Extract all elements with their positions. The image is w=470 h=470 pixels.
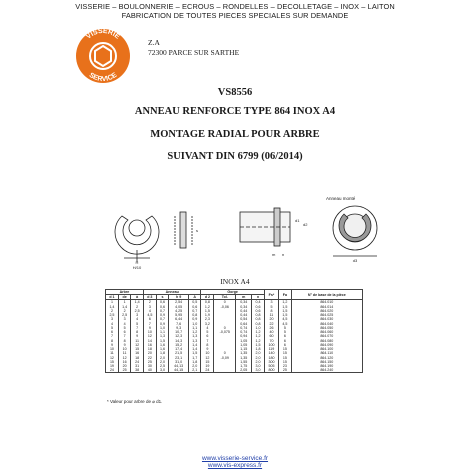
- th-fa: Fa: [279, 290, 292, 300]
- logo-text-bottom: SERVICE: [87, 71, 119, 84]
- label-d3: d3: [352, 258, 358, 263]
- footer-link-1[interactable]: www.visserie-service.fr: [201, 455, 269, 462]
- header-line-1: VISSERIE – BOULONNERIE – ECROUS – RONDELLES – DECOLLETAGE – INOX – LAITON: [75, 2, 395, 11]
- label-h10: H/10: [132, 265, 142, 270]
- th-a-col: A: [188, 295, 201, 300]
- th-tol: Tol.: [214, 295, 236, 300]
- address-line-1: Z.A: [148, 38, 160, 47]
- col-d3: 2 3 4 4,5 6 7 9 10 12 14 16 18 20 22 25 30 40: [143, 300, 156, 373]
- th-d2: d 2: [201, 295, 214, 300]
- col-fa: 1,2 1,5 1,5 1,5 4,5 4,5 5 5 6 6 6 15 15 15 15 23 25: [279, 300, 292, 373]
- label-d2: d2: [303, 222, 308, 227]
- col-s: 0,6 0,6 0,7 0,9 0,7 0,9 1,0 1,1 1,3 1,5 1,6 1,6 1,8 2,0 2,0 2,5 3,0: [156, 300, 169, 373]
- col-d2: 0,8 1,2 1,5 1,9 2,3 3,2 4 5 6 7 8 9 10 12 15 19 24: [201, 300, 214, 373]
- th-gorge: Gorge: [201, 290, 264, 295]
- col-m: 0,34 0,34 0,44 0,44 0,54 0,64 0,74 0,74 0,94 1,05 1,05 1,15 1,35 1,35 1,55 1,75 2,05: [236, 300, 252, 373]
- th-arbre: Arbre: [106, 290, 144, 295]
- company-logo: [73, 26, 133, 86]
- label-n: n: [282, 252, 285, 257]
- th-anneau: Anneau: [143, 290, 201, 295]
- product-subtitle-mounting: MONTAGE RADIAL POUR ARBRE: [150, 129, 320, 140]
- footer-link-2[interactable]: www.vis-express.fr: [207, 462, 263, 469]
- th-d1: d 1: [106, 295, 119, 300]
- th-fs: Fs*: [264, 290, 278, 300]
- th-nref: N° de base de la pièce: [291, 290, 362, 300]
- col-h9: 2,54 4,05 4,25 5,95 6,44 7,6 9,3 10,7 12,3 14,3 15,2 17,4 21,5 23,1 31,0 44,13 44,15: [169, 300, 189, 373]
- th-h9: h 9: [169, 295, 189, 300]
- table-footnote: * Valeur pour arbre de ⌀ d1.: [107, 399, 163, 404]
- label-d1: d1: [295, 218, 300, 223]
- th-a: à: [131, 295, 144, 300]
- label-mounted: Anneau monté: [326, 196, 356, 201]
- ring-front-view: [115, 216, 159, 262]
- th-d3: d 3: [143, 295, 156, 300]
- label-h: H: [135, 260, 139, 265]
- label-s: s: [196, 228, 198, 233]
- table-body-row: [106, 300, 363, 373]
- material-label: INOX A4: [220, 277, 250, 286]
- logo-text-top: VISSERIE: [85, 27, 121, 41]
- address-line-2: 72300 PARCE SUR SARTHE: [148, 48, 240, 57]
- col-nref: 864.010 864.014 864.020 864.025 864.030 864.040 864.050 864.060 864.070 864.080 864.090 864.100 864.110 864.120 864.150 864.190 864.240: [291, 300, 362, 373]
- th-s: s: [156, 295, 169, 300]
- mounted-ring-view: [333, 206, 377, 256]
- col-a: 1,4 2 2,5 3 4 5 7 8 9 11 12 15 16 18 24 31 38: [131, 300, 144, 373]
- product-title: ANNEAU RENFORCE TYPE 864 INOX A4: [134, 106, 336, 117]
- th-m: m: [236, 295, 252, 300]
- header-line-2: FABRICATION DE TOUTES PIECES SPECIALES SUR DEMANDE: [121, 11, 349, 20]
- shaft-side-view: [240, 208, 290, 246]
- col-n: 0,4 0,6 0,6 0,8 0,8 0,8 1,0 1,2 1,2 1,2 1,5 1,8 2,0 2,0 2,0 3,0 3,0: [252, 300, 265, 373]
- technical-drawing: [100, 188, 390, 270]
- ring-side-view: [175, 212, 192, 248]
- col-de: 1 1,4 2 2,5 3 4 5 6 7 8 9 10 11 12 16 20 25: [118, 300, 131, 373]
- col-fs: 3 5 8 11 20 22 26 40 60 70 100 119 140 180 300 505 800: [264, 300, 278, 373]
- th-n: n: [252, 295, 265, 300]
- product-subtitle-standard: SUIVANT DIN 6799 (06/2014): [167, 151, 303, 162]
- col-d1: 1 1,4 2 2,5 3 4 5 6 7 8 9 10 11 12 15 19 24: [106, 300, 119, 373]
- dimension-table: [105, 289, 363, 373]
- product-reference: VS8556: [217, 87, 253, 98]
- col-tol: 0 -0,06 0 -0,075 0 -0,09: [214, 300, 236, 373]
- label-m: m: [272, 252, 276, 257]
- th-de: de: [118, 295, 131, 300]
- col-a-col: 0,5 0,6 0,7 0,8 0,9 1,0 1,1 1,2 1,3 1,3 1,4 1,4 1,5 1,7 1,8 2,0 2,1: [188, 300, 201, 373]
